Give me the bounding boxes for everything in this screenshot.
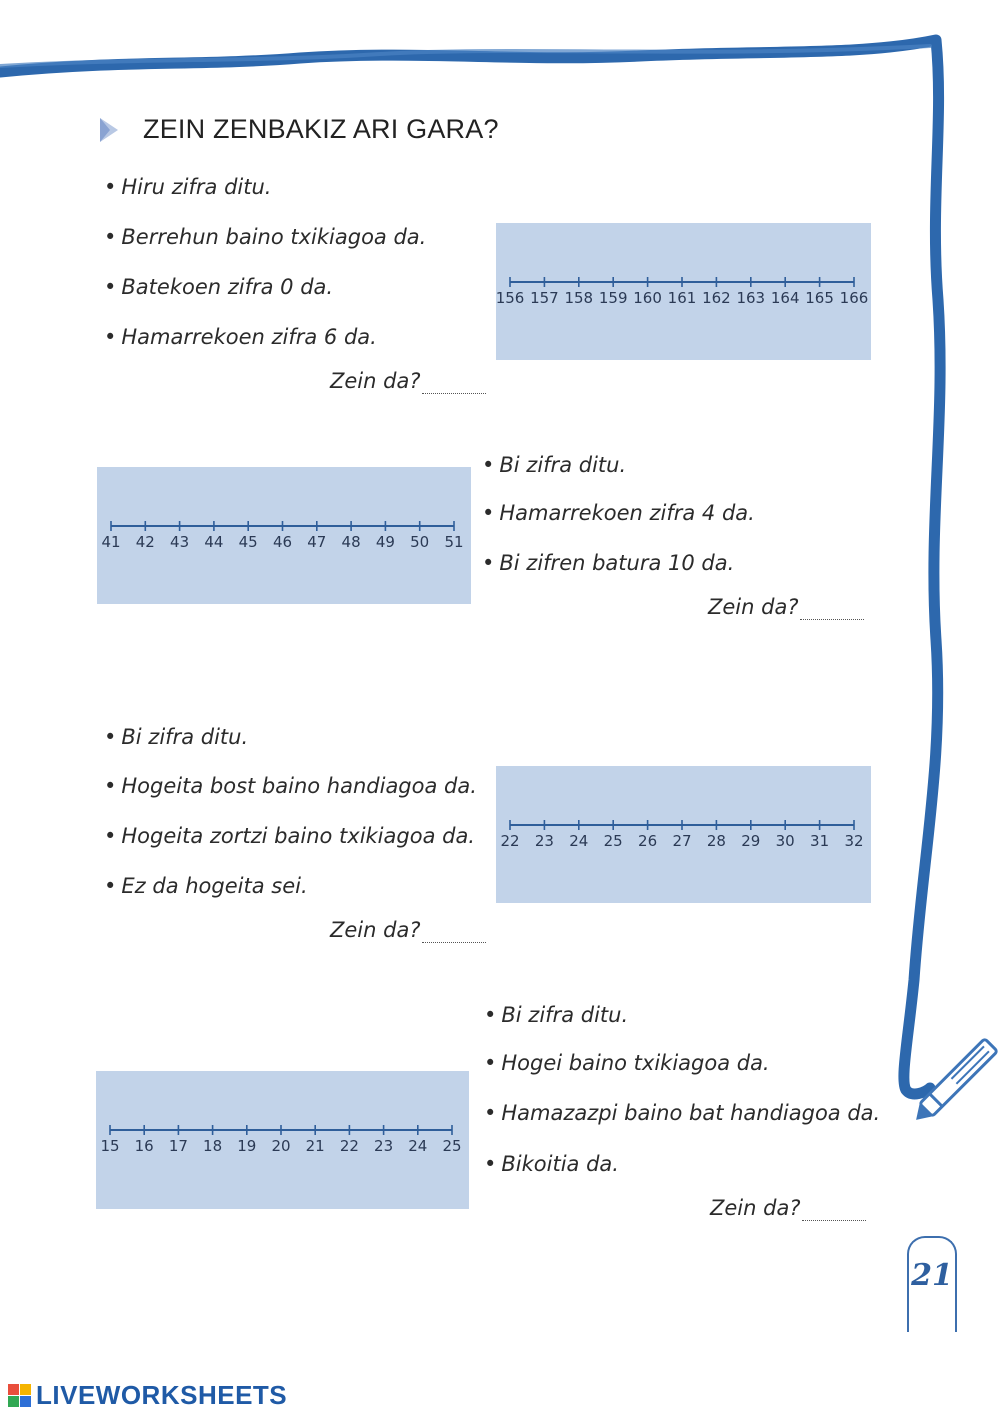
number-line-label: 159 [598,289,628,307]
clue: • Bi zifren batura 10 da. [482,551,735,575]
clue: • Hogeita zortzi baino txikiagoa da. [104,824,475,848]
number-line [496,766,871,903]
number-line-label: 46 [272,533,293,551]
clue: • Bi zifra ditu. [104,725,249,749]
number-line-label: 44 [204,533,224,551]
number-line-label: 25 [442,1137,462,1155]
number-line-label: 17 [168,1137,188,1155]
page-number: 21 [911,1258,953,1293]
question [708,595,864,620]
number-line-label: 51 [444,533,464,551]
number-line-panel [496,223,871,360]
clue: • Hamarrekoen zifra 4 da. [482,501,755,525]
number-line [96,1071,469,1209]
clue: • Bi zifra ditu. [484,1003,629,1027]
triangle-arrow-icon [98,116,120,144]
question-label: Zein da? [330,369,421,393]
number-line-label: 50 [410,533,430,551]
number-line-label: 29 [741,832,761,850]
number-line-label: 161 [667,289,697,307]
number-line-label: 26 [638,832,658,850]
answer-input[interactable] [800,601,864,620]
number-line-label: 48 [341,533,361,551]
number-line-panel [97,467,471,604]
question-label: Zein da? [710,1196,801,1220]
clue: • Hamarrekoen zifra 6 da. [104,325,377,349]
page-title: ZEIN ZENBAKIZ ARI GARA? [143,114,499,144]
clue: • Berrehun baino txikiagoa da. [104,225,427,249]
number-line-label: 23 [374,1137,394,1155]
number-line-label: 43 [170,533,190,551]
number-line-label: 24 [569,832,589,850]
answer-input[interactable] [802,1202,866,1221]
number-line-label: 18 [203,1137,223,1155]
number-line-label: 25 [603,832,623,850]
number-line-label: 164 [770,289,800,307]
clue: • Batekoen zifra 0 da. [104,275,334,299]
number-line-label: 32 [844,832,864,850]
number-line-label: 49 [375,533,395,551]
number-line-label: 28 [706,832,726,850]
clue: • Ez da hogeita sei. [104,874,308,898]
number-line-label: 16 [134,1137,154,1155]
number-line-label: 30 [775,832,795,850]
question [330,369,486,394]
clue: • Bikoitia da. [484,1152,619,1176]
number-line-panel [496,766,871,903]
number-line-label: 20 [271,1137,291,1155]
number-line-panel [96,1071,469,1209]
number-line-label: 23 [534,832,554,850]
number-line [496,223,871,360]
answer-input[interactable] [422,375,486,394]
question [710,1196,866,1221]
number-line-label: 15 [100,1137,120,1155]
number-line-label: 21 [305,1137,325,1155]
number-line-label: 163 [736,289,766,307]
clue: • Hiru zifra ditu. [104,175,272,199]
number-line-label: 27 [672,832,692,850]
clue: • Hamazazpi baino bat handiagoa da. [484,1101,881,1125]
number-line-label: 47 [307,533,327,551]
number-line-label: 31 [810,832,830,850]
question-label: Zein da? [708,595,799,619]
number-line-label: 166 [839,289,869,307]
pencil-icon [910,1039,998,1127]
liveworksheets-logo-icon [8,1384,32,1408]
question [330,918,486,943]
number-line-label: 22 [339,1137,359,1155]
number-line-label: 157 [530,289,559,307]
number-line-label: 156 [496,289,525,307]
number-line-label: 158 [564,289,594,307]
number-line-label: 19 [237,1137,257,1155]
number-line [97,467,471,604]
question-label: Zein da? [330,918,421,942]
number-line-label: 45 [238,533,258,551]
number-line-label: 165 [805,289,834,307]
number-line-label: 41 [101,533,121,551]
number-line-label: 160 [633,289,662,307]
clue: • Bi zifra ditu. [482,453,627,477]
number-line-label: 24 [408,1137,428,1155]
clue: • Hogei baino txikiagoa da. [484,1051,770,1075]
number-line-label: 162 [702,289,731,307]
answer-input[interactable] [422,924,486,943]
brand-name: LIVEWORKSHEETS [36,1380,288,1410]
clue: • Hogeita bost baino handiagoa da. [104,774,477,798]
number-line-label: 22 [500,832,520,850]
number-line-label: 42 [135,533,155,551]
